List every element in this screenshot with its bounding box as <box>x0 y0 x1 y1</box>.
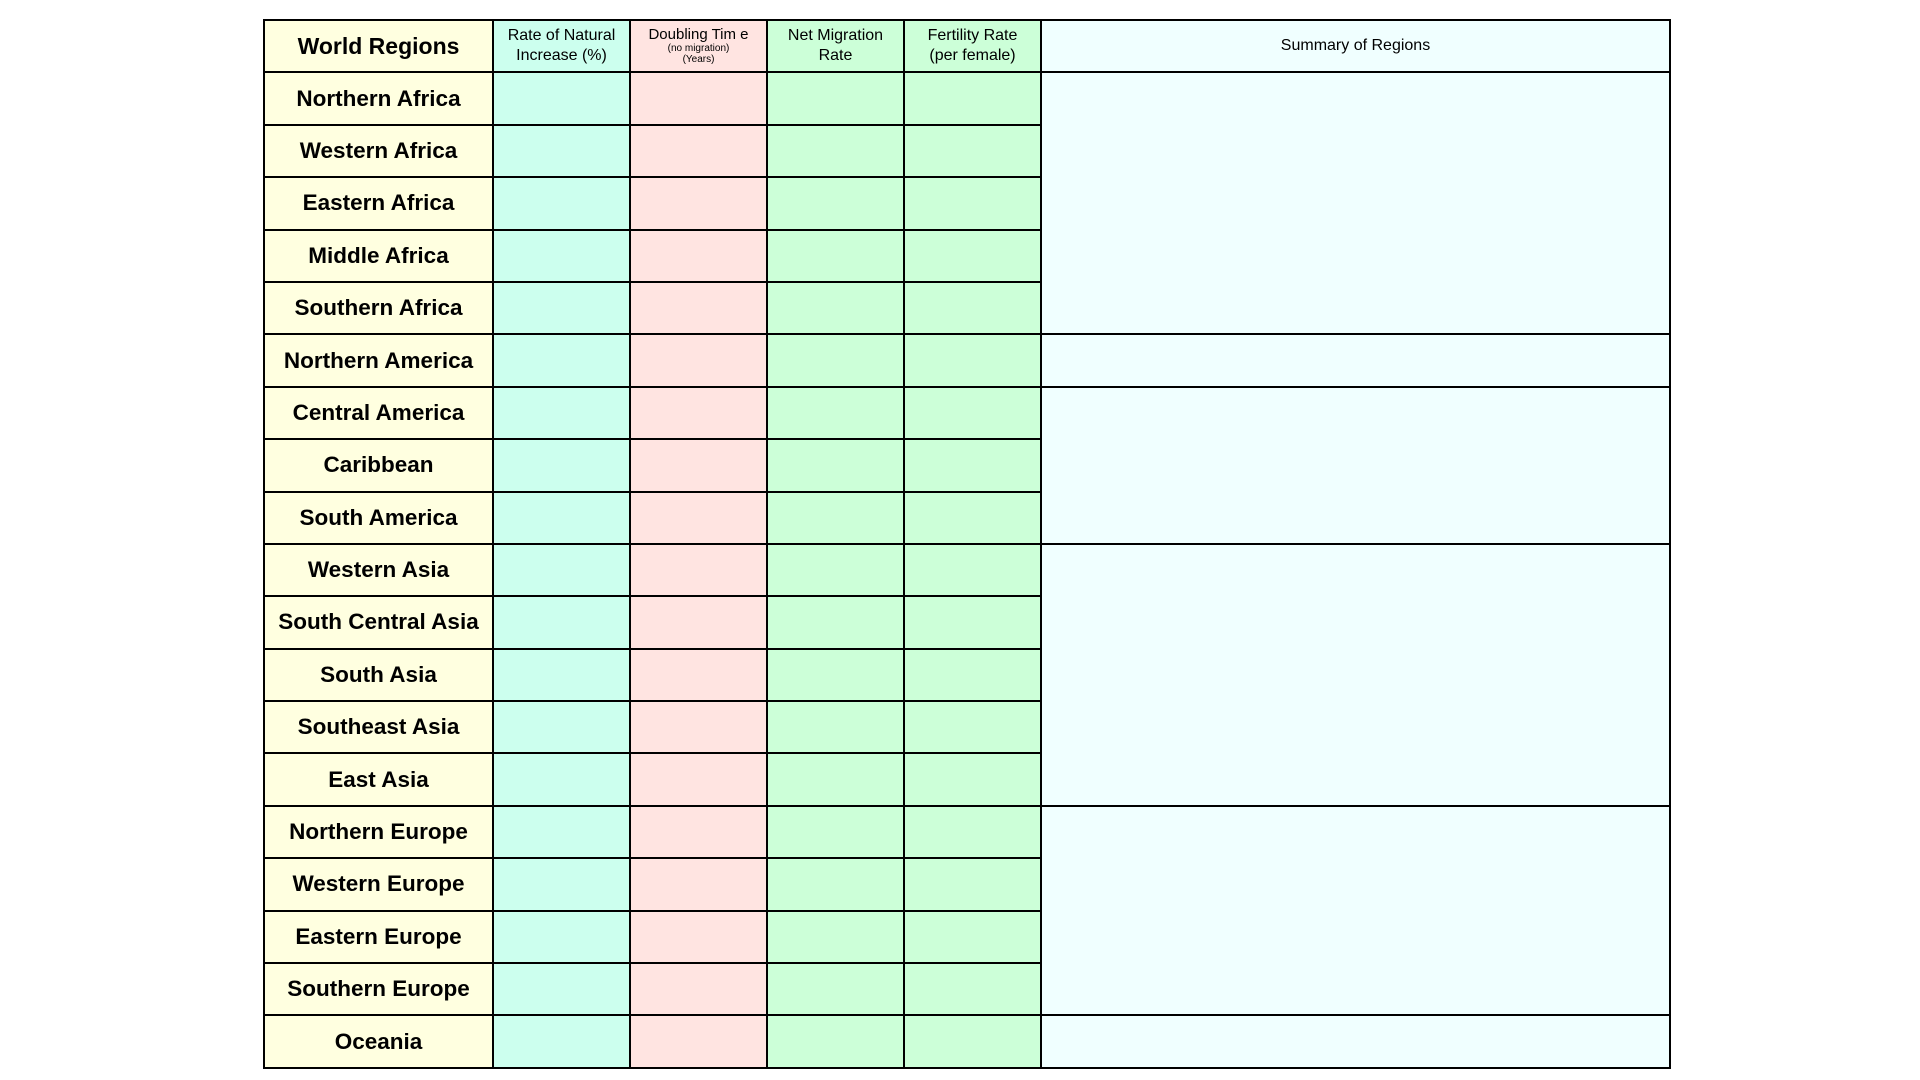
fertility-rate-input-cell[interactable] <box>904 282 1041 334</box>
doubling-time-input-cell[interactable] <box>630 911 767 963</box>
header-migration-line1: Net Migration <box>787 27 884 45</box>
fertility-rate-input-cell[interactable] <box>904 387 1041 439</box>
net-migration-input-cell[interactable] <box>767 282 904 334</box>
rate-input-cell[interactable] <box>493 492 630 544</box>
doubling-time-input-cell[interactable] <box>630 439 767 491</box>
region-name: South America <box>264 492 493 544</box>
rate-input-cell[interactable] <box>493 596 630 648</box>
rate-input-cell[interactable] <box>493 72 630 124</box>
region-name: Western Africa <box>264 125 493 177</box>
net-migration-input-cell[interactable] <box>767 911 904 963</box>
net-migration-input-cell[interactable] <box>767 439 904 491</box>
rate-input-cell[interactable] <box>493 701 630 753</box>
doubling-time-input-cell[interactable] <box>630 544 767 596</box>
summary-input-cell[interactable] <box>1041 544 1670 806</box>
rate-input-cell[interactable] <box>493 230 630 282</box>
region-name: South Asia <box>264 649 493 701</box>
doubling-time-input-cell[interactable] <box>630 858 767 910</box>
summary-input-cell[interactable] <box>1041 387 1670 544</box>
doubling-time-input-cell[interactable] <box>630 649 767 701</box>
doubling-time-input-cell[interactable] <box>630 806 767 858</box>
net-migration-input-cell[interactable] <box>767 230 904 282</box>
doubling-time-input-cell[interactable] <box>630 701 767 753</box>
rate-input-cell[interactable] <box>493 125 630 177</box>
header-net-migration-rate <box>767 20 904 72</box>
rate-input-cell[interactable] <box>493 544 630 596</box>
net-migration-input-cell[interactable] <box>767 544 904 596</box>
header-migration-line2: Rate <box>818 47 853 65</box>
fertility-rate-input-cell[interactable] <box>904 72 1041 124</box>
fertility-rate-input-cell[interactable] <box>904 806 1041 858</box>
net-migration-input-cell[interactable] <box>767 963 904 1015</box>
region-name: Southern Europe <box>264 963 493 1015</box>
net-migration-input-cell[interactable] <box>767 177 904 229</box>
fertility-rate-input-cell[interactable] <box>904 649 1041 701</box>
doubling-time-input-cell[interactable] <box>630 492 767 544</box>
table-row <box>264 1015 1670 1067</box>
net-migration-input-cell[interactable] <box>767 596 904 648</box>
doubling-time-input-cell[interactable] <box>630 963 767 1015</box>
doubling-time-input-cell[interactable] <box>630 387 767 439</box>
region-name: Southeast Asia <box>264 701 493 753</box>
rate-input-cell[interactable] <box>493 911 630 963</box>
net-migration-input-cell[interactable] <box>767 649 904 701</box>
header-fertility-line1: Fertility Rate <box>927 27 1018 45</box>
summary-input-cell[interactable] <box>1041 1015 1670 1067</box>
fertility-rate-input-cell[interactable] <box>904 334 1041 386</box>
worksheet <box>263 19 1669 1069</box>
region-name: Caribbean <box>264 439 493 491</box>
rate-input-cell[interactable] <box>493 753 630 805</box>
header-doubling-line2: (no migration) <box>667 43 730 55</box>
fertility-rate-input-cell[interactable] <box>904 1015 1041 1067</box>
net-migration-input-cell[interactable] <box>767 492 904 544</box>
table-row <box>264 387 1670 439</box>
doubling-time-input-cell[interactable] <box>630 1015 767 1067</box>
region-name: Western Europe <box>264 858 493 910</box>
fertility-rate-input-cell[interactable] <box>904 963 1041 1015</box>
net-migration-input-cell[interactable] <box>767 72 904 124</box>
doubling-time-input-cell[interactable] <box>630 596 767 648</box>
doubling-time-input-cell[interactable] <box>630 230 767 282</box>
fertility-rate-input-cell[interactable] <box>904 753 1041 805</box>
fertility-rate-input-cell[interactable] <box>904 230 1041 282</box>
header-rate-line2: Increase (%) <box>516 47 607 65</box>
region-name: Northern Africa <box>264 72 493 124</box>
doubling-time-input-cell[interactable] <box>630 753 767 805</box>
table-row <box>264 806 1670 858</box>
region-name: Oceania <box>264 1015 493 1067</box>
doubling-time-input-cell[interactable] <box>630 125 767 177</box>
summary-input-cell[interactable] <box>1041 334 1670 386</box>
net-migration-input-cell[interactable] <box>767 1015 904 1067</box>
rate-input-cell[interactable] <box>493 806 630 858</box>
region-name: Northern Europe <box>264 806 493 858</box>
rate-input-cell[interactable] <box>493 334 630 386</box>
fertility-rate-input-cell[interactable] <box>904 858 1041 910</box>
table-row <box>264 334 1670 386</box>
fertility-rate-input-cell[interactable] <box>904 544 1041 596</box>
header-fertility-line2: (per female) <box>929 47 1016 65</box>
region-name: Southern Africa <box>264 282 493 334</box>
fertility-rate-input-cell[interactable] <box>904 177 1041 229</box>
header-doubling-line3: (Years) <box>682 54 715 66</box>
fertility-rate-input-cell[interactable] <box>904 701 1041 753</box>
region-name: East Asia <box>264 753 493 805</box>
net-migration-input-cell[interactable] <box>767 806 904 858</box>
region-name: Eastern Africa <box>264 177 493 229</box>
rate-input-cell[interactable] <box>493 177 630 229</box>
header-doubling-line1: Doubling Tim e <box>648 26 749 44</box>
table-row <box>264 72 1670 124</box>
region-name: Western Asia <box>264 544 493 596</box>
region-name: Eastern Europe <box>264 911 493 963</box>
doubling-time-input-cell[interactable] <box>630 72 767 124</box>
regions-table <box>263 19 1671 1069</box>
rate-input-cell[interactable] <box>493 649 630 701</box>
table-row <box>264 544 1670 596</box>
net-migration-input-cell[interactable] <box>767 125 904 177</box>
doubling-time-input-cell[interactable] <box>630 177 767 229</box>
rate-input-cell[interactable] <box>493 963 630 1015</box>
header-doubling-time <box>630 20 767 72</box>
summary-input-cell[interactable] <box>1041 72 1670 334</box>
fertility-rate-input-cell[interactable] <box>904 492 1041 544</box>
net-migration-input-cell[interactable] <box>767 858 904 910</box>
fertility-rate-input-cell[interactable] <box>904 911 1041 963</box>
rate-input-cell[interactable] <box>493 1015 630 1067</box>
region-name: South Central Asia <box>264 596 493 648</box>
region-name: Northern America <box>264 334 493 386</box>
header-rate-of-natural-increase <box>493 20 630 72</box>
summary-input-cell[interactable] <box>1041 806 1670 1016</box>
doubling-time-input-cell[interactable] <box>630 282 767 334</box>
header-fertility-rate <box>904 20 1041 72</box>
rate-input-cell[interactable] <box>493 282 630 334</box>
header-world-regions: World Regions <box>264 20 493 72</box>
net-migration-input-cell[interactable] <box>767 701 904 753</box>
fertility-rate-input-cell[interactable] <box>904 596 1041 648</box>
rate-input-cell[interactable] <box>493 387 630 439</box>
net-migration-input-cell[interactable] <box>767 387 904 439</box>
net-migration-input-cell[interactable] <box>767 334 904 386</box>
fertility-rate-input-cell[interactable] <box>904 125 1041 177</box>
region-name: Central America <box>264 387 493 439</box>
net-migration-input-cell[interactable] <box>767 753 904 805</box>
header-rate-line1: Rate of Natural <box>507 27 616 45</box>
header-row <box>264 20 1670 72</box>
rate-input-cell[interactable] <box>493 858 630 910</box>
doubling-time-input-cell[interactable] <box>630 334 767 386</box>
region-name: Middle Africa <box>264 230 493 282</box>
header-summary-of-regions: Summary of Regions <box>1041 20 1670 72</box>
fertility-rate-input-cell[interactable] <box>904 439 1041 491</box>
rate-input-cell[interactable] <box>493 439 630 491</box>
